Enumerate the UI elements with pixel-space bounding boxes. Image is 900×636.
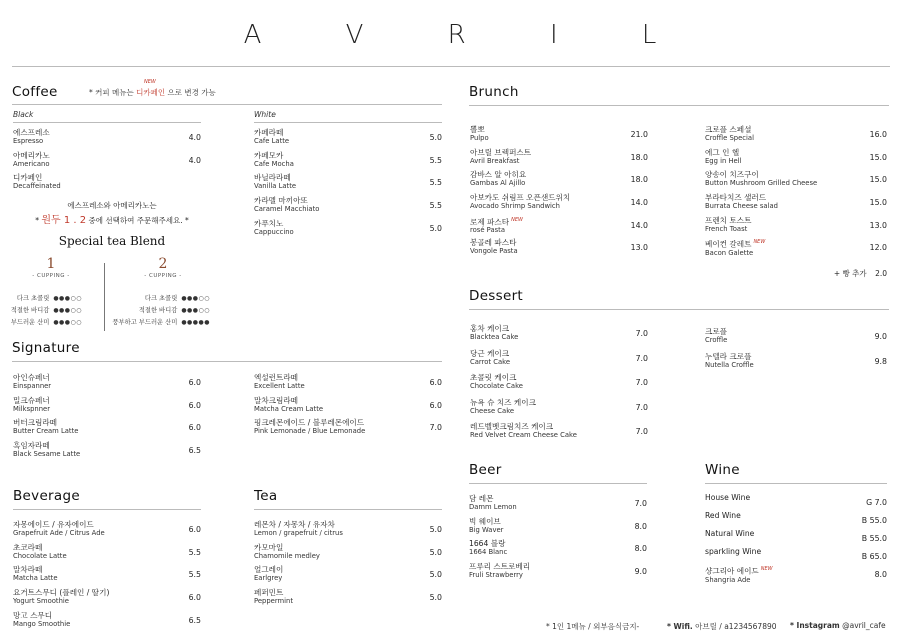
cupping-row: [110, 317, 210, 326]
menu-item-price: 7.0: [635, 427, 648, 437]
menu-item-price: 12.0: [869, 243, 887, 253]
menu-item-english: Nutella Croffle: [705, 360, 754, 369]
brunch-left-list: [470, 125, 648, 261]
cupping-2-label: - CUPPING -: [144, 273, 182, 279]
decaf-note-prefix: * 커피 메뉴는: [89, 88, 137, 97]
menu-item-name: 누텔라 크로플: [705, 351, 752, 361]
menu-item-name: 버터크림라떼: [13, 418, 58, 428]
menu-item-english: Cappuccino: [254, 227, 294, 236]
menu-item-english: rosé Pasta: [470, 226, 506, 235]
menu-item: [470, 238, 648, 261]
menu-item-english: Excellent Latte: [254, 382, 305, 390]
cupping-dots: ●●●●●: [181, 319, 210, 326]
dessert-title: Dessert: [469, 288, 524, 304]
menu-item: [254, 396, 442, 419]
menu-item: [13, 565, 201, 588]
menu-item-price: 18.0: [630, 175, 648, 185]
signature-rule: [12, 361, 442, 362]
menu-item-english: Button Mushroom Grilled Cheese: [705, 179, 818, 188]
menu-item-english: Croffle: [705, 336, 728, 344]
menu-item-name: 홍차 케이크: [470, 324, 510, 333]
menu-item: [13, 520, 201, 543]
black-list: [13, 128, 201, 196]
menu-item: [254, 151, 442, 174]
cupping-divider: [104, 263, 105, 331]
menu-item: [470, 125, 648, 148]
menu-item: [705, 511, 887, 529]
menu-item-english: Big Waver: [469, 525, 504, 534]
new-badge: NEW: [760, 566, 773, 572]
menu-item: [705, 170, 887, 193]
menu-item-price: 14.0: [630, 220, 648, 230]
menu-item-name: 말차라떼: [13, 565, 43, 575]
menu-item-english: Mango Smoothie: [13, 619, 71, 628]
menu-item-english: Earlgrey: [254, 574, 283, 583]
menu-item-name: 초콜릿 케이크: [470, 373, 517, 383]
menu-item-name: 아인슈페너: [13, 373, 50, 382]
menu-item-price: 5.0: [429, 547, 442, 557]
menu-item-price: 7.0: [634, 499, 647, 508]
menu-item: [254, 128, 442, 151]
menu-item-price: 4.0: [188, 133, 201, 142]
cupping-1-label: - CUPPING -: [32, 273, 70, 279]
menu-item-english: Matcha Latte: [13, 574, 58, 583]
menu-item: [470, 422, 648, 447]
menu-item-name: Red Wine: [705, 511, 741, 520]
menu-item-name: 자몽에이드 / 유자에이드: [13, 520, 94, 529]
blend-note-prefix: *: [35, 216, 42, 225]
menu-item: [13, 588, 201, 611]
menu-item-price: G 7.0: [866, 498, 887, 507]
beer-title: Beer: [469, 462, 502, 478]
cupping-row: [10, 293, 82, 302]
menu-item: [705, 352, 887, 377]
menu-item-name: 아브릴 브렉퍼스트: [470, 147, 532, 157]
menu-item-price: 9.0: [634, 567, 647, 577]
menu-item: [254, 588, 442, 611]
menu-item-name: 페퍼민트: [254, 588, 284, 598]
menu-item-price: 8.0: [874, 570, 887, 579]
dessert-right-list: [705, 327, 887, 376]
menu-item-english: Cheese Cake: [470, 406, 515, 415]
menu-item-english: French Toast: [705, 224, 748, 233]
menu-item-price: 7.0: [635, 378, 648, 388]
menu-item-name: 당근 케이크: [470, 348, 510, 358]
menu-item-price: 5.5: [188, 547, 201, 557]
menu-item-price: 6.0: [429, 400, 442, 410]
brunch-rule: [469, 105, 889, 106]
menu-item-name: 레몬차 / 자몽차 / 유자차: [254, 520, 335, 529]
menu-item-english: Matcha Cream Latte: [254, 404, 324, 413]
extra-bread-price: 2.0: [875, 269, 887, 278]
cupping-dots: ●●●○○: [181, 307, 210, 314]
menu-item-name: 크로플 스페셜: [705, 125, 752, 134]
menu-item-english: Butter Cream Latte: [13, 427, 79, 436]
menu-item-name: 카모마일: [254, 542, 284, 552]
menu-item-name: 아메리카노: [13, 150, 50, 160]
menu-item: [254, 373, 442, 396]
brunch-section: [469, 84, 889, 106]
menu-item: [13, 173, 201, 196]
beer-rule: [469, 483, 647, 484]
menu-item-price: 6.0: [188, 423, 201, 433]
menu-item: [254, 520, 442, 543]
menu-item-name: 에스프레소: [13, 128, 50, 137]
menu-item-price: 5.0: [429, 525, 442, 534]
menu-item-price: 5.0: [429, 570, 442, 580]
menu-item-price: B 55.0: [861, 516, 887, 525]
menu-item-name: 부라타치즈 샐러드: [705, 193, 767, 203]
cupping-note: 다크 초콜릿: [16, 295, 50, 302]
menu-item-price: 14.0: [630, 198, 648, 208]
menu-item-english: Vongole Pasta: [470, 247, 518, 256]
menu-item: [470, 193, 648, 216]
beer-list: [469, 494, 647, 585]
menu-item-name: 핑크레몬에이드 / 블루레몬에이드: [254, 418, 365, 428]
menu-item-price: B 65.0: [861, 552, 887, 561]
menu-item-price: 6.0: [188, 378, 201, 387]
brunch-title: Brunch: [469, 84, 519, 100]
wine-list: [705, 493, 887, 583]
black-rule: [13, 122, 201, 123]
footer-wifi: [667, 621, 777, 632]
menu-item: [254, 418, 442, 441]
blend-note-highlight: 원두 1 . 2: [41, 215, 87, 226]
menu-item-price: 15.0: [869, 152, 887, 162]
menu-item: [705, 327, 887, 352]
menu-item: [705, 238, 887, 261]
footer-wifi-value: 아브릴 / a1234567890: [692, 622, 777, 631]
menu-item-name: 뉴욕 슈 치즈 케이크: [470, 397, 536, 407]
menu-item-english: Damm Lemon: [469, 503, 517, 511]
menu-item-english: Pulpo: [470, 134, 489, 142]
cupping-note: 부드러운 산미: [10, 319, 50, 326]
menu-item-english: Chocolate Cake: [470, 382, 523, 391]
tea-section: [254, 488, 442, 611]
extra-bread: [820, 268, 887, 279]
menu-item-price: 13.0: [869, 220, 887, 230]
menu-item-english: Vanilla Latte: [254, 182, 297, 191]
footer-instagram: [790, 621, 886, 630]
menu-item: [469, 494, 647, 517]
dessert-section: [469, 288, 889, 310]
menu-item-price: 5.0: [429, 593, 442, 603]
menu-item-price: 6.0: [429, 378, 442, 387]
beverage-section: [13, 488, 201, 633]
menu-item: [254, 219, 442, 242]
cupping-row: [110, 293, 210, 302]
menu-item-name: 레드벨벳크림치즈 케이크: [470, 422, 554, 432]
menu-item-price: 6.5: [188, 615, 201, 625]
white-list: [254, 128, 442, 241]
menu-item-english: Burrata Cheese salad: [705, 202, 778, 211]
menu-item-name: 밀크슈페너: [13, 395, 50, 405]
menu-item: [470, 170, 648, 193]
menu-item-price: 9.0: [874, 332, 887, 341]
menu-item-price: 4.0: [188, 155, 201, 165]
footer-instagram-value: @avril_cafe: [839, 621, 886, 630]
menu-item-price: 5.5: [429, 201, 442, 211]
menu-item-price: 8.0: [634, 544, 647, 554]
menu-item: [13, 441, 201, 464]
menu-item: [469, 539, 647, 562]
blend-note: 에스프레소와 아메리카노는: [67, 201, 157, 210]
decaf-note: [89, 79, 216, 98]
white-heading: White: [254, 110, 276, 119]
menu-item-price: 7.0: [635, 329, 648, 338]
menu-item-price: 15.0: [869, 198, 887, 208]
menu-item: [705, 216, 887, 239]
footer-wifi-label: * Wifi.: [667, 622, 693, 631]
menu-item-name: 카푸치노: [254, 218, 284, 228]
menu-item-price: 5.0: [429, 223, 442, 233]
menu-item-english: Croffle Special: [705, 134, 754, 142]
menu-item: [705, 565, 887, 583]
menu-item-english: Peppermint: [254, 597, 294, 606]
coffee-white-column: [254, 101, 442, 241]
menu-item-price: 13.0: [630, 243, 648, 253]
menu-item-english: Milkspnner: [13, 404, 51, 413]
menu-item-name: 뽈뽀: [470, 125, 485, 134]
menu-item-name: 카라멜 마끼아또: [254, 196, 308, 206]
menu-item-name: 흑임자라떼: [13, 441, 50, 451]
menu-item: [705, 125, 887, 148]
menu-item-name: 망고 스무디: [13, 610, 53, 620]
cupping-note: 적절한 바디감: [138, 307, 178, 314]
menu-item-english: Cafe Latte: [254, 137, 290, 145]
signature-section: [12, 340, 442, 372]
decaf-note-suffix: 으로 변경 가능: [165, 88, 216, 97]
menu-item-english: Einspanner: [13, 382, 52, 390]
signature-right-list: [254, 373, 442, 441]
menu-item: [470, 349, 648, 374]
menu-item: [13, 611, 201, 634]
decaf-note-highlight: 디카페인: [136, 88, 166, 97]
signature-left-list: [13, 373, 201, 464]
menu-item: [470, 148, 648, 171]
menu-item-english: Lemon / grapefruit / citrus: [254, 529, 343, 537]
tea-rule: [254, 509, 442, 510]
menu-item: [13, 151, 201, 174]
menu-item: [470, 324, 648, 349]
menu-item-name: 양송이 치즈구이: [705, 170, 759, 180]
cupping-note: 풍부하고 부드러운 산미: [112, 319, 178, 326]
new-badge: NEW: [511, 216, 523, 223]
menu-item-name: 담 레몬: [469, 494, 494, 503]
menu-item-name: 디카페인: [13, 173, 43, 183]
menu-item: [13, 373, 201, 396]
menu-item: [254, 565, 442, 588]
menu-item-price: 6.0: [188, 525, 201, 534]
menu-item-english: Decaffeinated: [13, 182, 61, 191]
menu-item-price: 6.5: [188, 446, 201, 456]
menu-item-price: 8.0: [634, 521, 647, 531]
menu-item: [254, 196, 442, 219]
menu-item: [254, 543, 442, 566]
menu-item: [254, 173, 442, 196]
menu-item-name: 카페모카: [254, 150, 284, 160]
beverage-rule: [13, 509, 201, 510]
dessert-rule: [469, 309, 889, 310]
menu-item-english: Avril Breakfast: [470, 156, 520, 165]
menu-item-price: 5.5: [429, 178, 442, 188]
menu-item: [705, 529, 887, 547]
menu-item-english: Black Sesame Latte: [13, 450, 81, 459]
cupping-1: [6, 256, 96, 279]
blend-note-suffix: 중에 선택하여 주문해주세요. *: [86, 216, 189, 225]
cupping-2: [118, 256, 208, 279]
white-rule: [254, 122, 442, 123]
menu-item-english: Avocado Shrimp Sandwich: [470, 202, 560, 211]
cupping-1-number: 1: [46, 256, 56, 272]
menu-item: [705, 547, 887, 565]
cupping-row: [10, 317, 82, 326]
black-heading: Black: [13, 110, 34, 119]
beverage-list: [13, 520, 201, 633]
menu-item-english: Chamomile medley: [254, 551, 320, 560]
signature-title: Signature: [12, 340, 80, 356]
menu-item-name: 빅 웨이브: [469, 516, 501, 526]
menu-item-name: 얼그레이: [254, 565, 284, 575]
menu-item-price: 15.0: [869, 175, 887, 185]
menu-item: [705, 493, 887, 511]
menu-item-english: Americano: [13, 159, 50, 168]
cupping-dots: ●●●○○: [53, 295, 82, 302]
wine-title: Wine: [705, 462, 740, 478]
brand-logo: A V R I L: [243, 20, 695, 50]
menu-item-english: Gambas Al Ajillo: [470, 179, 526, 188]
header-divider: [12, 66, 890, 67]
menu-item-name: 봉골레 파스타: [470, 238, 517, 248]
tea-title: Tea: [254, 488, 278, 504]
cupping-note: 다크 초콜릿: [144, 295, 178, 302]
menu-item: [470, 373, 648, 398]
brunch-right-list: [705, 125, 887, 261]
cupping-dots: ●●●○○: [181, 295, 210, 302]
cupping-dots: ●●●○○: [53, 307, 82, 314]
menu-item-english: Chocolate Latte: [13, 551, 67, 560]
menu-item-english: Cafe Mocha: [254, 159, 294, 168]
menu-item-price: 7.0: [635, 353, 648, 363]
menu-item: [470, 216, 648, 239]
menu-item-name: 요거트스무디 (플레인 / 딸기): [13, 588, 110, 598]
menu-item-name: 베이컨 갈레트 $^{NEW}$: [705, 239, 766, 249]
menu-item-name: 아보카도 쉬림프 오픈샌드위치: [470, 193, 571, 203]
menu-item: [13, 418, 201, 441]
wine-rule: [705, 483, 887, 484]
menu-item-price: 21.0: [630, 130, 648, 139]
menu-item-price: 6.0: [188, 593, 201, 603]
blend-note-choice: [12, 211, 212, 226]
menu-item-english: Carrot Cake: [470, 357, 511, 366]
menu-item: [469, 562, 647, 585]
menu-item-name: House Wine: [705, 493, 751, 502]
menu-item-name: 샹그리아 에이드 $^{NEW}$: [705, 566, 773, 576]
menu-item-english: Egg in Hell: [705, 156, 742, 165]
menu-item-name: 1664 블랑: [469, 539, 506, 549]
cupping-row: [10, 305, 82, 314]
menu-item-name: 초코라떼: [13, 542, 43, 552]
menu-item-english: Caramel Macchiato: [254, 205, 320, 214]
menu-item-name: 감바스 알 아히요: [470, 170, 527, 180]
tea-list: [254, 520, 442, 611]
footer-rule-note: * 1인 1메뉴 / 외부음식금지-: [546, 622, 640, 631]
special-tea-blend-title: Special tea Blend: [58, 234, 166, 248]
menu-item: [469, 517, 647, 540]
menu-item-english: Pink Lemonade / Blue Lemonade: [254, 427, 366, 436]
menu-item: [705, 148, 887, 171]
menu-item-name: Natural Wine: [705, 529, 755, 538]
menu-item-name: 로제 파스타 $^{NEW}$: [470, 216, 523, 227]
menu-item: [470, 398, 648, 423]
menu-item-price: 6.0: [188, 400, 201, 410]
menu-item-price: 16.0: [869, 130, 887, 139]
cupping-2-number: 2: [158, 256, 168, 272]
menu-item: [13, 128, 201, 151]
cupping-note: 적절한 바디감: [10, 307, 50, 314]
extra-bread-label: + 빵 추가: [833, 269, 867, 278]
menu-item-english: Blacktea Cake: [470, 333, 519, 341]
menu-item-price: 5.5: [188, 570, 201, 580]
coffee-title: Coffee: [12, 84, 58, 100]
beer-section: [469, 462, 647, 585]
menu-item-name: 에그 인 헬: [705, 147, 740, 157]
menu-item-english: Espresso: [13, 137, 44, 145]
menu-item: [13, 396, 201, 419]
menu-item-price: 7.0: [429, 423, 442, 433]
menu-item-english: Fruli Strawberry: [469, 571, 523, 580]
menu-item-name: 프루리 스트로베리: [469, 562, 531, 572]
menu-item-name: 바닐라라떼: [254, 173, 291, 183]
menu-item-price: 5.5: [429, 155, 442, 165]
menu-item-price: 18.0: [630, 152, 648, 162]
coffee-black-column: [13, 101, 201, 196]
cupping-dots: ●●●○○: [53, 319, 82, 326]
menu-item-english: Grapefruit Ade / Citrus Ade: [13, 529, 105, 537]
menu-item-price: 5.0: [429, 133, 442, 142]
new-badge: NEW: [753, 239, 766, 246]
decaf-new-badge: NEW: [144, 79, 156, 85]
menu-item-name: 크로플: [705, 327, 728, 336]
menu-item-name: sparkling Wine: [705, 547, 762, 556]
menu-item-english: Yogurt Smoothie: [13, 597, 69, 606]
cupping-row: [110, 305, 210, 314]
dessert-left-list: [470, 324, 648, 447]
menu-item-name: 카페라떼: [254, 128, 284, 137]
menu-item-price: B 55.0: [861, 534, 887, 543]
menu-item: [13, 543, 201, 566]
beverage-title: Beverage: [13, 488, 80, 504]
menu-item-price: 7.0: [635, 402, 648, 412]
menu-item: [705, 193, 887, 216]
menu-item-english: Red Velvet Cream Cheese Cake: [470, 431, 577, 440]
menu-item-name: 엑설런트라떼: [254, 373, 299, 382]
footer-instagram-label: * Instagram: [790, 621, 840, 630]
menu-item-english: 1664 Blanc: [469, 548, 508, 557]
wine-section: [705, 462, 887, 583]
menu-item-name: 프렌치 토스트: [705, 215, 752, 225]
menu-item-english: Bacon Galette: [705, 248, 754, 257]
menu-item-name: 말차크림라떼: [254, 395, 299, 405]
menu-item-price: 9.8: [874, 356, 887, 366]
menu-item-english: Shangria Ade: [705, 575, 751, 584]
